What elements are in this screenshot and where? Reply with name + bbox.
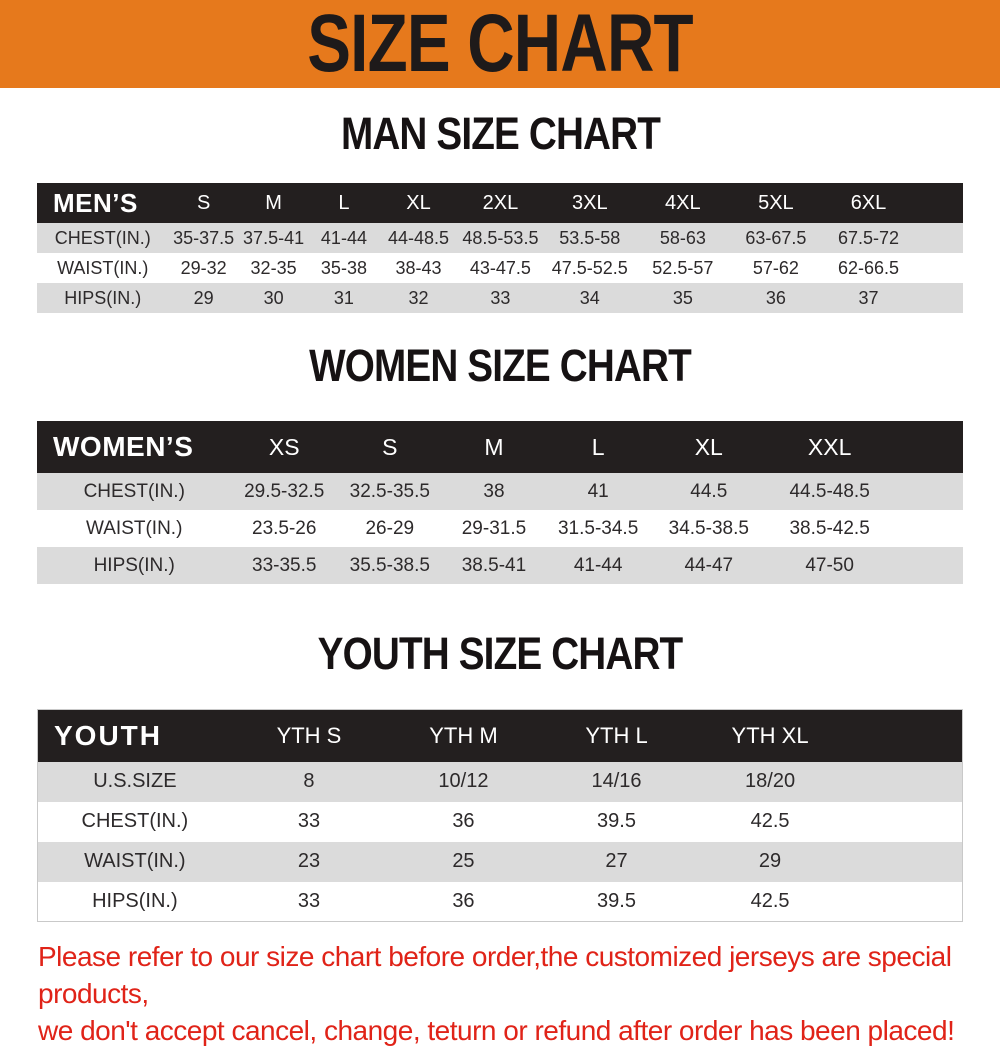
spacer-cell: [893, 547, 963, 584]
youth-size-table: [37, 709, 963, 922]
women-value-cell: 41: [545, 473, 651, 510]
men-value-cell: 38-43: [380, 253, 458, 283]
men-value-cell: 29-32: [168, 253, 238, 283]
women-col-header-l: L: [545, 421, 651, 473]
spacer-cell: [915, 183, 963, 223]
women-value-cell: 23.5-26: [231, 510, 337, 547]
women-value-cell: 29-31.5: [443, 510, 546, 547]
men-col-header-4xl: 4XL: [636, 183, 730, 223]
men-value-cell: 57-62: [730, 253, 823, 283]
spacer-cell: [848, 710, 963, 762]
youth-col-header-yth-m: YTH M: [386, 710, 540, 762]
man-section-heading: MAN SIZE CHART: [340, 108, 660, 159]
youth-value-cell: 36: [386, 802, 540, 842]
women-table-title: WOMEN’S: [37, 421, 231, 473]
women-col-header-s: S: [337, 421, 443, 473]
youth-value-cell: 10/12: [386, 762, 540, 802]
men-value-cell: 30: [239, 283, 308, 313]
youth-row-label: WAIST(IN.): [38, 842, 232, 882]
women-col-header-m: M: [443, 421, 546, 473]
women-value-cell: 44.5-48.5: [767, 473, 893, 510]
women-row-label: HIPS(IN.): [37, 547, 231, 584]
women-size-table: [37, 421, 963, 584]
women-value-cell: 29.5-32.5: [231, 473, 337, 510]
youth-col-header-yth-l: YTH L: [541, 710, 693, 762]
women-value-cell: 47-50: [767, 547, 893, 584]
youth-table-title: YOUTH: [38, 710, 232, 762]
men-value-cell: 67.5-72: [822, 223, 915, 253]
youth-value-cell: 42.5: [692, 802, 847, 842]
men-row-label: HIPS(IN.): [37, 283, 168, 313]
men-value-cell: 31: [308, 283, 379, 313]
youth-row-label: U.S.SIZE: [38, 762, 232, 802]
disclaimer-line-1: Please refer to our size chart before order,the customized jerseys are special products,: [38, 941, 952, 1009]
men-value-cell: 44-48.5: [380, 223, 458, 253]
youth-value-cell: 27: [541, 842, 693, 882]
banner-title: SIZE CHART: [307, 0, 693, 89]
youth-value-cell: 42.5: [692, 882, 847, 922]
men-col-header-xl: XL: [380, 183, 458, 223]
youth-header-row: [38, 710, 963, 762]
men-header-row: [37, 183, 963, 223]
women-value-cell: 32.5-35.5: [337, 473, 443, 510]
men-value-cell: 63-67.5: [730, 223, 823, 253]
women-section-heading: WOMEN SIZE CHART: [309, 340, 691, 391]
spacer-cell: [848, 762, 963, 802]
men-value-cell: 35-38: [308, 253, 379, 283]
men-value-cell: 32: [380, 283, 458, 313]
spacer-cell: [915, 223, 963, 253]
men-value-cell: 35-37.5: [168, 223, 238, 253]
women-value-cell: 38: [443, 473, 546, 510]
youth-value-cell: 18/20: [692, 762, 847, 802]
women-row-chest-in-: [37, 473, 963, 510]
youth-value-cell: 25: [386, 842, 540, 882]
women-col-header-xl: XL: [651, 421, 767, 473]
men-row-label: WAIST(IN.): [37, 253, 168, 283]
men-value-cell: 32-35: [239, 253, 308, 283]
youth-value-cell: 29: [692, 842, 847, 882]
women-row-label: WAIST(IN.): [37, 510, 231, 547]
youth-value-cell: 39.5: [541, 882, 693, 922]
women-col-header-xs: XS: [231, 421, 337, 473]
women-row-waist-in-: [37, 510, 963, 547]
men-value-cell: 62-66.5: [822, 253, 915, 283]
men-size-table: [37, 183, 963, 313]
youth-value-cell: 14/16: [541, 762, 693, 802]
youth-value-cell: 36: [386, 882, 540, 922]
men-col-header-m: M: [239, 183, 308, 223]
spacer-cell: [893, 421, 963, 473]
women-value-cell: 31.5-34.5: [545, 510, 651, 547]
women-value-cell: 38.5-42.5: [767, 510, 893, 547]
men-col-header-3xl: 3XL: [543, 183, 636, 223]
youth-col-header-yth-xl: YTH XL: [692, 710, 847, 762]
youth-row-u-s-size: [38, 762, 963, 802]
men-value-cell: 36: [730, 283, 823, 313]
youth-value-cell: 39.5: [541, 802, 693, 842]
men-value-cell: 58-63: [636, 223, 730, 253]
men-table-title: MEN’S: [37, 183, 168, 223]
women-col-header-xxl: XXL: [767, 421, 893, 473]
men-row-label: CHEST(IN.): [37, 223, 168, 253]
men-col-header-2xl: 2XL: [457, 183, 543, 223]
women-value-cell: 34.5-38.5: [651, 510, 767, 547]
women-value-cell: 44.5: [651, 473, 767, 510]
youth-row-label: HIPS(IN.): [38, 882, 232, 922]
youth-row-waist-in-: [38, 842, 963, 882]
spacer-cell: [915, 253, 963, 283]
women-row-label: CHEST(IN.): [37, 473, 231, 510]
men-value-cell: 41-44: [308, 223, 379, 253]
men-value-cell: 47.5-52.5: [543, 253, 636, 283]
women-value-cell: 41-44: [545, 547, 651, 584]
men-value-cell: 43-47.5: [457, 253, 543, 283]
men-row-hips-in-: [37, 283, 963, 313]
spacer-cell: [893, 473, 963, 510]
men-value-cell: 48.5-53.5: [457, 223, 543, 253]
spacer-cell: [848, 802, 963, 842]
men-col-header-l: L: [308, 183, 379, 223]
men-value-cell: 53.5-58: [543, 223, 636, 253]
men-col-header-6xl: 6XL: [822, 183, 915, 223]
disclaimer-text: [38, 938, 1000, 1049]
men-value-cell: 33: [457, 283, 543, 313]
spacer-cell: [848, 882, 963, 922]
youth-row-label: CHEST(IN.): [38, 802, 232, 842]
men-col-header-s: S: [168, 183, 238, 223]
youth-col-header-yth-s: YTH S: [232, 710, 386, 762]
spacer-cell: [915, 283, 963, 313]
men-value-cell: 37: [822, 283, 915, 313]
youth-section-heading: YOUTH SIZE CHART: [317, 628, 683, 679]
women-value-cell: 38.5-41: [443, 547, 546, 584]
youth-value-cell: 8: [232, 762, 386, 802]
men-row-chest-in-: [37, 223, 963, 253]
men-value-cell: 37.5-41: [239, 223, 308, 253]
men-col-header-5xl: 5XL: [730, 183, 823, 223]
women-row-hips-in-: [37, 547, 963, 584]
youth-row-chest-in-: [38, 802, 963, 842]
women-value-cell: 26-29: [337, 510, 443, 547]
disclaimer-line-2: we don't accept cancel, change, teturn or refund after order has been placed!: [38, 1015, 955, 1046]
men-value-cell: 52.5-57: [636, 253, 730, 283]
banner: [0, 0, 1000, 88]
men-value-cell: 34: [543, 283, 636, 313]
youth-value-cell: 23: [232, 842, 386, 882]
spacer-cell: [848, 842, 963, 882]
youth-value-cell: 33: [232, 882, 386, 922]
youth-row-hips-in-: [38, 882, 963, 922]
men-value-cell: 29: [168, 283, 238, 313]
women-value-cell: 33-35.5: [231, 547, 337, 584]
women-header-row: [37, 421, 963, 473]
spacer-cell: [893, 510, 963, 547]
men-value-cell: 35: [636, 283, 730, 313]
women-value-cell: 35.5-38.5: [337, 547, 443, 584]
men-row-waist-in-: [37, 253, 963, 283]
youth-value-cell: 33: [232, 802, 386, 842]
women-value-cell: 44-47: [651, 547, 767, 584]
